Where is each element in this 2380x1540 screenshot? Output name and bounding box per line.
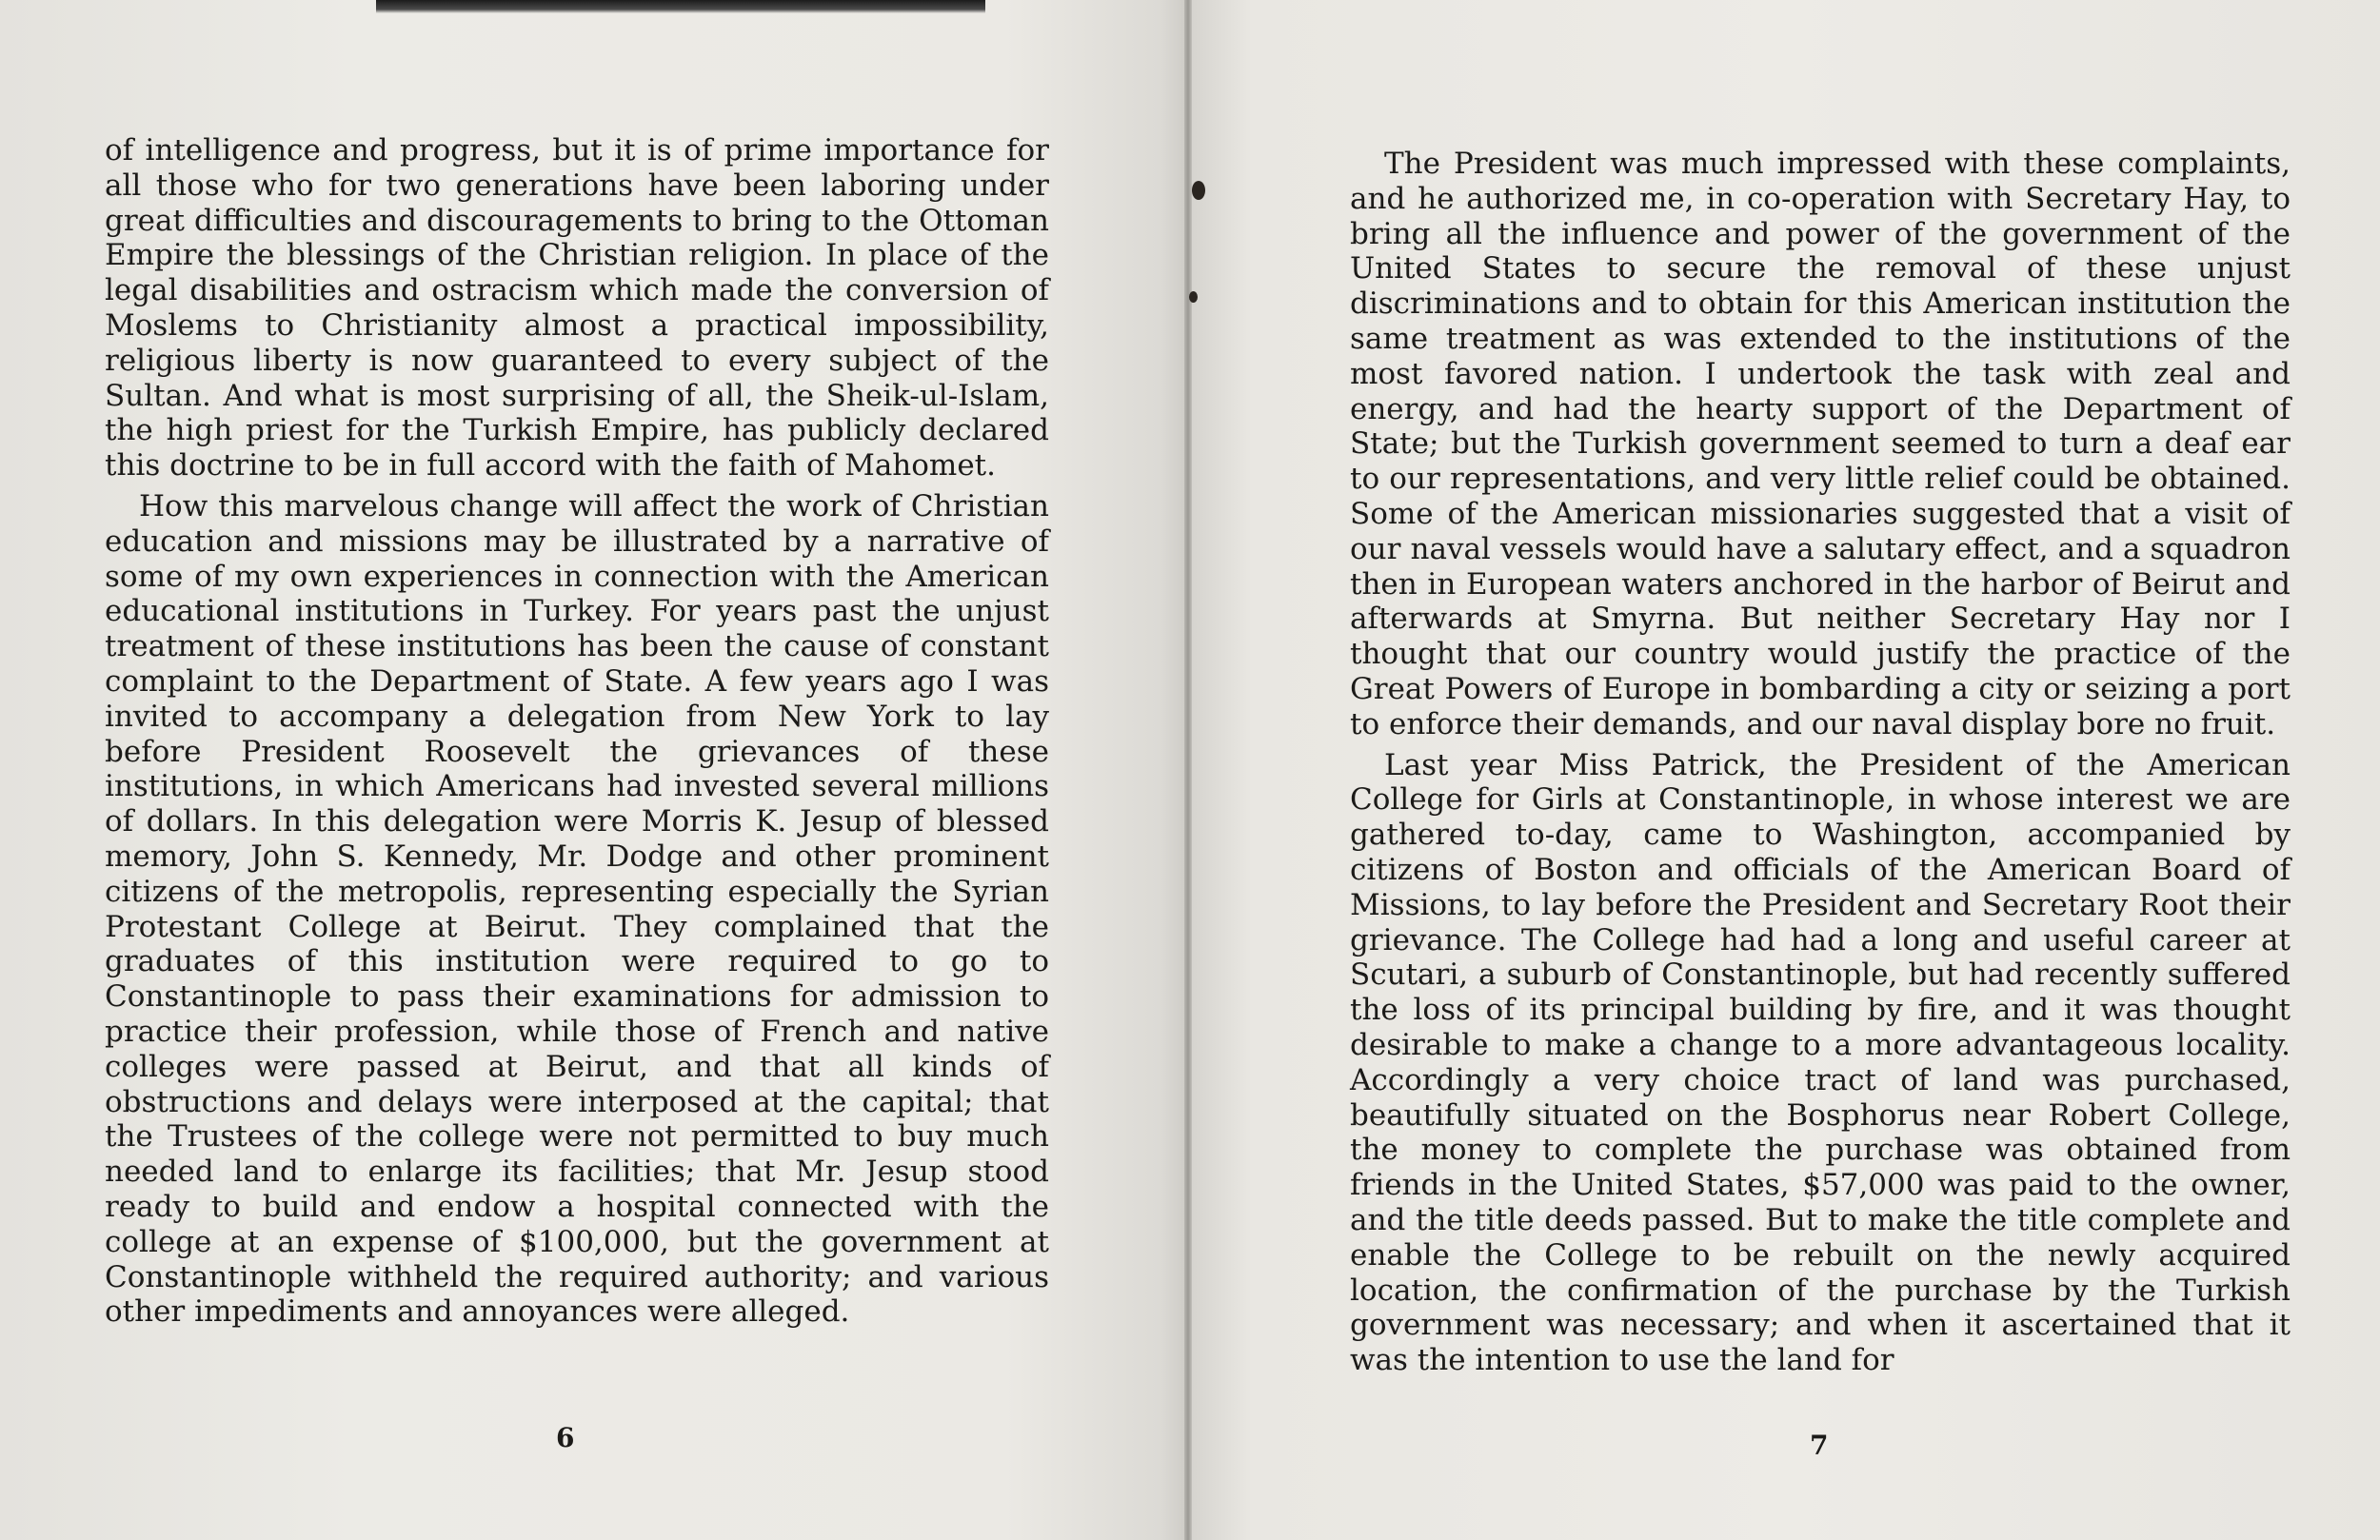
right-paragraph-2: Last year Miss Patrick, the President of the American College for Girls at Constantinople, in whose interest we are gathered to-day, came to Washington, accompanied by citizens of Boston and officials of the American Board of Missions, to lay before the President and Secretary Root their grievance. The College had had a long and useful career at Scutari, a suburb of Constantinople, but had recently suffered the loss of its principal building by fire, and it was thought desirable to make a change to a more advantageous locality. Accordingly a very choice tract of land was purchased, beautifully situated on the Bosphorus near Robert College, the money to complete the purchase was obtained from friends in the United States, $57,000 was paid to the owner, and the title deeds passed. But to make the title complete and enable the College to be rebuilt on the newly acquired location, the confirmation of the purchase by the Turkish government was necessary; and when it ascertained that it was the intention to use the land for xyxy=(1350,747,2291,1378)
left-paragraph-2: How this marvelous change will affect the work of Christian education and missions may be illustrated by a narrative of some of my own experiences in connection with the American educational institutions in Turkey. For years past the unjust treatment of these institutions has been the cause of constant complaint to the Department of State. A few years ago I was invited to accompany a delegation from New York to lay before President Roosevelt the grievances of these institutions, in which Americans had invested several millions of dollars. In this delegation were Morris K. Jesup of blessed memory, John S. Kennedy, Mr. Dodge and other prominent citizens of the metropolis, representing especially the Syrian Protestant College at Beirut. They complained that the graduates of this institution were required to go to Constantinople to pass their examinations for admission to practice their profession, while those of French and native colleges were passed at Beirut, and that all kinds of obstructions and delays were interposed at the capital; that the Trustees of the college were not permitted to buy much needed land to enlarge its facilities; that Mr. Jesup stood ready to build and endow a hospital connected with the college at an expense of $100,000, but the government at Constantinople withheld the required authority; and various other impediments and annoyances were alleged. xyxy=(105,488,1049,1330)
right-page-body xyxy=(1350,147,2291,1378)
ink-blot-mark xyxy=(1192,181,1205,200)
right-paragraph-1: The President was much impressed with these complaints, and he authorized me, in co-operation with Secretary Hay, to bring all the influence and power of the government of the United States to secure the removal of these unjust discriminations and to obtain for this American institution the same treatment as was extended to the institutions of the most favored nation. I undertook the task with zeal and energy, and had the hearty support of the Department of State; but the Turkish government seemed to turn a deaf ear to our representations, and very little relief could be obtained. Some of the American missionaries suggested that a visit of our naval vessels would have a salutary effect, and a squadron then in European waters anchored in the harbor of Beirut and afterwards at Smyrna. But neither Secretary Hay nor I thought that our country would justify the practice of the Great Powers of Europe in bombarding a city or seizing a port to enforce their demands, and our naval display bore no fruit. xyxy=(1350,147,2291,741)
left-paragraph-1: of intelligence and progress, but it is of prime importance for all those who for two generations have been laboring under great difficulties and discouragements to bring to the Ottoman Empire the blessings of the Christian religion. In place of the legal disabilities and ostracism which made the conversion of Moslems to Christianity almost a practical impossibility, religious liberty is now guaranteed to every subject of the Sultan. And what is most surprising of all, the Sheik-ul-Islam, the high priest for the Turkish Empire, has publicly declared this doctrine to be in full accord with the faith of Mahomet. xyxy=(105,133,1049,484)
book-gutter xyxy=(1184,0,1192,1540)
top-edge-shadow xyxy=(376,0,985,13)
ink-blot-mark-small xyxy=(1189,291,1198,303)
left-page-body xyxy=(105,133,1049,1330)
right-page-number: 7 xyxy=(1810,1430,1829,1461)
left-page-number: 6 xyxy=(556,1422,575,1453)
